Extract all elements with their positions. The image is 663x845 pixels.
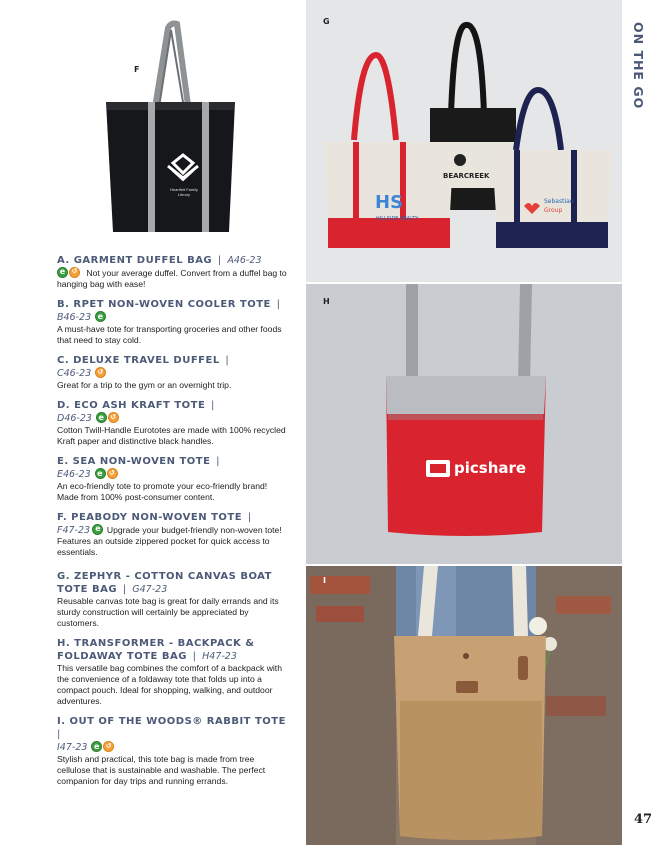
product-name: A. GARMENT DUFFEL BAG bbox=[57, 255, 213, 266]
photo-letter-f: F bbox=[134, 65, 140, 74]
product-item-a: A. GARMENT DUFFEL BAG | A46-23 e↺ Not your average duffel. Convert from a duffel bag to hanging bag with ease! bbox=[57, 254, 289, 290]
page-number: 47 bbox=[634, 812, 653, 827]
product-name: H. TRANSFORMER - BACKPACK & FOLDAWAY TOTE BAG bbox=[57, 638, 255, 662]
product-code: D46-23 bbox=[57, 413, 92, 424]
product-name: D. ECO ASH KRAFT TOTE bbox=[57, 400, 206, 411]
product-description: Not your average duffel. Convert from a duffel bag to hanging bag with ease! bbox=[57, 268, 287, 289]
product-code: F47-23 bbox=[57, 525, 91, 536]
eco-icon bbox=[96, 412, 107, 423]
retail-icon bbox=[69, 267, 80, 278]
product-name: C. DELUXE TRAVEL DUFFEL bbox=[57, 355, 220, 366]
retail-icon bbox=[107, 468, 118, 479]
eco-icon bbox=[57, 267, 68, 278]
svg-text:Sebastian: Sebastian bbox=[544, 198, 574, 205]
product-photo-i bbox=[306, 566, 622, 845]
product-item-e: E. SEA NON-WOVEN TOTE | E46-23 e↺ An eco-friendly tote to promote your eco-friendly brand! Made from 100% post-consumer content. bbox=[57, 455, 289, 503]
product-photo-h bbox=[306, 284, 622, 564]
product-item-d: D. ECO ASH KRAFT TOTE | D46-23 e↺ Cotton Twill-Handle Eurototes are made with 100% recycled Kraft paper and distinctive black handles. bbox=[57, 399, 289, 447]
photo-letter-i: I bbox=[323, 576, 326, 585]
black-tote-bag-image bbox=[40, 10, 290, 250]
product-item-c: C. DELUXE TRAVEL DUFFEL | C46-23 ↺ Great for a trip to the gym or an overnight trip. bbox=[57, 354, 289, 391]
svg-text:HILLSIDE REALTY: HILLSIDE REALTY bbox=[376, 216, 419, 222]
product-name: E. SEA NON-WOVEN TOTE bbox=[57, 456, 211, 467]
product-item-g: G. ZEPHYR - COTTON CANVAS BOAT TOTE BAG | G47-23 Reusable canvas tote bag is great for daily errands and its sturdy construction will certainly be appreciated by customers. bbox=[57, 570, 289, 629]
picshare-logo-text: picshare bbox=[454, 459, 527, 477]
eco-icon bbox=[95, 468, 106, 479]
product-name: I. OUT OF THE WOODS® RABBIT TOTE bbox=[57, 716, 286, 727]
product-description: Cotton Twill-Handle Eurototes are made with 100% recycled Kraft paper and distinctive black handles. bbox=[57, 425, 286, 446]
retail-icon bbox=[108, 412, 119, 423]
product-item-b: B. RPET NON-WOVEN COOLER TOTE | B46-23 e A must-have tote for transporting groceries and other foods that need to stay cold. bbox=[57, 298, 289, 346]
product-description: Upgrade your budget-friendly non-woven tote! Features an outside zippered pocket for quick access to essentials. bbox=[57, 525, 282, 557]
product-code: C46-23 bbox=[57, 368, 92, 379]
section-tab-label: ON THE GO bbox=[631, 22, 646, 110]
product-photo-f bbox=[40, 10, 290, 250]
product-list bbox=[57, 254, 289, 795]
eco-icon bbox=[92, 524, 103, 535]
product-item-h: H. TRANSFORMER - BACKPACK & FOLDAWAY TOTE BAG | H47-23 This versatile bag combines the comfort of a backpack with the convenience of a foldaway tote that folds up into a compact pouch. Ideal for shopping, walking, and outdoor adventures. bbox=[57, 637, 289, 707]
product-item-i: I. OUT OF THE WOODS® RABBIT TOTE | I47-23 e↺ Stylish and practical, this tote bag is made from tree cellulose that is sustainable and washable. The perfect companion for day trips and running errands. bbox=[57, 715, 289, 787]
retail-icon bbox=[95, 367, 106, 378]
product-description: Reusable canvas tote bag is great for daily errands and its sturdy construction will certainly be appreciated by customers. bbox=[57, 596, 279, 628]
product-code: G47-23 bbox=[132, 584, 168, 595]
bag-logo-text: Heartfelt Family Library bbox=[169, 187, 198, 197]
product-description: This versatile bag combines the comfort of a backpack with the convenience of a foldaway tote that folds up into a compact pouch. Ideal for shopping, walking, and outdoor adventures. bbox=[57, 663, 282, 706]
eco-icon bbox=[91, 741, 102, 752]
canvas-tote-bags-image bbox=[306, 0, 622, 282]
photo-letter-h: H bbox=[323, 297, 330, 306]
product-code: I47-23 bbox=[57, 742, 88, 753]
svg-text:HS: HS bbox=[375, 192, 404, 213]
svg-text:BEARCREEK: BEARCREEK bbox=[443, 172, 490, 180]
red-backpack-tote-image bbox=[306, 284, 622, 564]
product-name: F. PEABODY NON-WOVEN TOTE bbox=[57, 512, 243, 523]
product-item-f: F. PEABODY NON-WOVEN TOTE | F47-23 e Upgrade your budget-friendly non-woven tote! Features an outside zippered pocket for quick access to essentials. bbox=[57, 511, 289, 558]
eco-icon bbox=[95, 311, 106, 322]
svg-text:Group: Group bbox=[544, 207, 563, 214]
photo-letter-g: G bbox=[323, 17, 330, 26]
product-description: A must-have tote for transporting groceries and other foods that need to stay cold. bbox=[57, 324, 282, 345]
product-description: An eco-friendly tote to promote your eco-friendly brand! Made from 100% post-consumer content. bbox=[57, 481, 268, 502]
product-code: H47-23 bbox=[202, 651, 237, 662]
product-photo-g bbox=[306, 0, 622, 282]
product-name: B. RPET NON-WOVEN COOLER TOTE bbox=[57, 299, 271, 310]
product-description: Stylish and practical, this tote bag is made from tree cellulose that is sustainable and washable. The perfect companion for day trips and running errands. bbox=[57, 754, 266, 786]
product-code: A46-23 bbox=[227, 255, 262, 266]
product-name: G. ZEPHYR - COTTON CANVAS BOAT TOTE BAG bbox=[57, 571, 272, 595]
retail-icon bbox=[103, 741, 114, 752]
section-tab bbox=[628, 22, 652, 122]
product-code: E46-23 bbox=[57, 469, 91, 480]
kraft-tote-bag-image bbox=[306, 566, 622, 845]
product-code: B46-23 bbox=[57, 312, 92, 323]
product-description: Great for a trip to the gym or an overnight trip. bbox=[57, 380, 232, 390]
